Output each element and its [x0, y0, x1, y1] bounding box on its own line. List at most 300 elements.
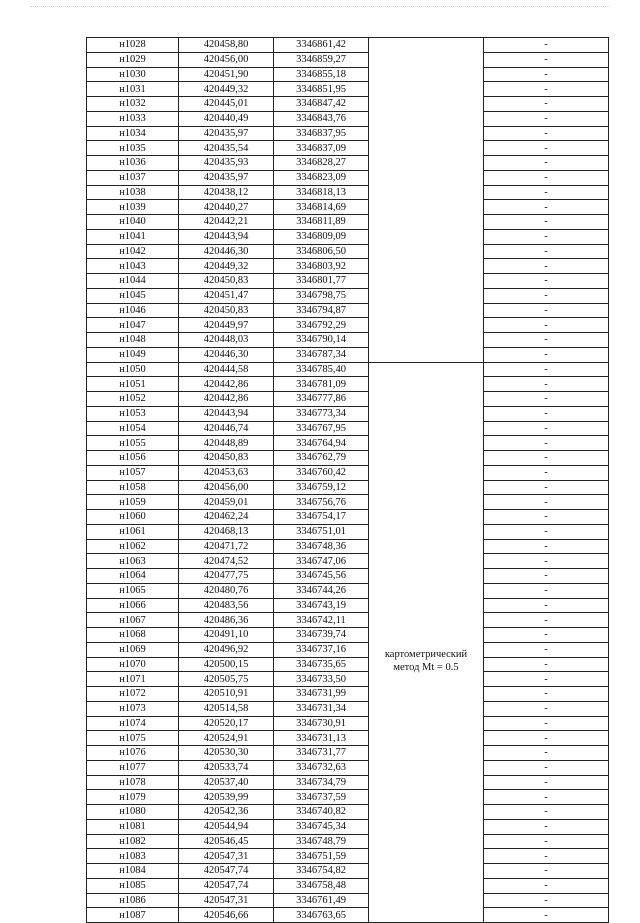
y-coordinate-cell: 3346762,79: [274, 451, 369, 466]
point-id-cell: н1036: [87, 156, 179, 171]
x-coordinate-cell: 420445,01: [179, 97, 274, 112]
x-coordinate-cell: 420435,93: [179, 156, 274, 171]
y-coordinate-cell: 3346809,09: [274, 229, 369, 244]
description-cell: -: [484, 524, 609, 539]
description-cell: -: [484, 52, 609, 67]
x-coordinate-cell: 420442,86: [179, 377, 274, 392]
table-row: [87, 333, 609, 348]
point-id-cell: н1028: [87, 38, 179, 53]
table-row: [87, 524, 609, 539]
point-id-cell: н1038: [87, 185, 179, 200]
point-id-cell: н1040: [87, 215, 179, 230]
point-id-cell: н1032: [87, 97, 179, 112]
point-id-cell: н1030: [87, 67, 179, 82]
x-coordinate-cell: 420442,21: [179, 215, 274, 230]
x-coordinate-cell: 420547,74: [179, 878, 274, 893]
point-id-cell: н1067: [87, 613, 179, 628]
description-cell: -: [484, 38, 609, 53]
y-coordinate-cell: 3346760,42: [274, 465, 369, 480]
description-cell: -: [484, 156, 609, 171]
description-cell: -: [484, 701, 609, 716]
table-row: [87, 38, 609, 53]
y-coordinate-cell: 3346761,49: [274, 893, 369, 908]
description-cell: -: [484, 805, 609, 820]
y-coordinate-cell: 3346731,77: [274, 746, 369, 761]
y-coordinate-cell: 3346828,27: [274, 156, 369, 171]
y-coordinate-cell: 3346731,13: [274, 731, 369, 746]
description-cell: -: [484, 908, 609, 923]
description-cell: -: [484, 613, 609, 628]
x-coordinate-cell: 420453,63: [179, 465, 274, 480]
x-coordinate-cell: 420443,94: [179, 229, 274, 244]
table-row: [87, 67, 609, 82]
description-cell: -: [484, 465, 609, 480]
y-coordinate-cell: 3346781,09: [274, 377, 369, 392]
point-id-cell: н1086: [87, 893, 179, 908]
point-id-cell: н1066: [87, 598, 179, 613]
table-row: [87, 82, 609, 97]
description-cell: -: [484, 436, 609, 451]
table-row: [87, 731, 609, 746]
y-coordinate-cell: 3346794,87: [274, 303, 369, 318]
description-cell: -: [484, 259, 609, 274]
point-id-cell: н1057: [87, 465, 179, 480]
table-row: [87, 642, 609, 657]
x-coordinate-cell: 420449,32: [179, 82, 274, 97]
x-coordinate-cell: 420491,10: [179, 628, 274, 643]
point-id-cell: н1035: [87, 141, 179, 156]
x-coordinate-cell: 420474,52: [179, 554, 274, 569]
description-cell: -: [484, 215, 609, 230]
table-row: [87, 554, 609, 569]
table-row: [87, 510, 609, 525]
table-row: [87, 583, 609, 598]
y-coordinate-cell: 3346754,82: [274, 864, 369, 879]
table-row: [87, 274, 609, 289]
coordinates-table-body: [87, 38, 609, 923]
y-coordinate-cell: 3346763,65: [274, 908, 369, 923]
point-id-cell: н1049: [87, 347, 179, 362]
table-row: [87, 760, 609, 775]
description-cell: -: [484, 893, 609, 908]
point-id-cell: н1069: [87, 642, 179, 657]
description-cell: -: [484, 598, 609, 613]
point-id-cell: н1052: [87, 392, 179, 407]
y-coordinate-cell: 3346742,11: [274, 613, 369, 628]
x-coordinate-cell: 420546,45: [179, 834, 274, 849]
x-coordinate-cell: 420449,32: [179, 259, 274, 274]
description-cell: -: [484, 878, 609, 893]
x-coordinate-cell: 420546,66: [179, 908, 274, 923]
table-row: [87, 495, 609, 510]
x-coordinate-cell: 420462,24: [179, 510, 274, 525]
point-id-cell: н1039: [87, 200, 179, 215]
description-cell: -: [484, 554, 609, 569]
description-cell: -: [484, 864, 609, 879]
description-cell: -: [484, 333, 609, 348]
point-id-cell: н1033: [87, 111, 179, 126]
y-coordinate-cell: 3346734,79: [274, 775, 369, 790]
description-cell: -: [484, 642, 609, 657]
description-cell: -: [484, 849, 609, 864]
description-cell: -: [484, 200, 609, 215]
y-coordinate-cell: 3346737,59: [274, 790, 369, 805]
x-coordinate-cell: 420547,31: [179, 893, 274, 908]
description-cell: -: [484, 746, 609, 761]
point-id-cell: н1085: [87, 878, 179, 893]
description-cell: -: [484, 480, 609, 495]
description-cell: -: [484, 406, 609, 421]
point-id-cell: н1077: [87, 760, 179, 775]
table-row: [87, 377, 609, 392]
x-coordinate-cell: 420524,91: [179, 731, 274, 746]
scan-artifact: [30, 6, 610, 15]
point-id-cell: н1056: [87, 451, 179, 466]
point-id-cell: н1083: [87, 849, 179, 864]
table-row: [87, 215, 609, 230]
point-id-cell: н1059: [87, 495, 179, 510]
description-cell: -: [484, 687, 609, 702]
table-row: [87, 318, 609, 333]
point-id-cell: н1037: [87, 170, 179, 185]
table-row: [87, 480, 609, 495]
x-coordinate-cell: 420451,47: [179, 288, 274, 303]
table-row: [87, 672, 609, 687]
y-coordinate-cell: 3346732,63: [274, 760, 369, 775]
table-row: [87, 362, 609, 377]
y-coordinate-cell: 3346806,50: [274, 244, 369, 259]
y-coordinate-cell: 3346851,95: [274, 82, 369, 97]
coordinates-table: [86, 37, 609, 923]
description-cell: -: [484, 82, 609, 97]
method-cell-empty: [369, 38, 484, 363]
x-coordinate-cell: 420480,76: [179, 583, 274, 598]
y-coordinate-cell: 3346737,16: [274, 642, 369, 657]
point-id-cell: н1087: [87, 908, 179, 923]
description-cell: -: [484, 274, 609, 289]
point-id-cell: н1046: [87, 303, 179, 318]
table-row: [87, 141, 609, 156]
point-id-cell: н1071: [87, 672, 179, 687]
x-coordinate-cell: 420449,97: [179, 318, 274, 333]
description-cell: -: [484, 288, 609, 303]
y-coordinate-cell: 3346748,36: [274, 539, 369, 554]
description-cell: -: [484, 775, 609, 790]
y-coordinate-cell: 3346733,50: [274, 672, 369, 687]
y-coordinate-cell: 3346745,56: [274, 569, 369, 584]
point-id-cell: н1048: [87, 333, 179, 348]
y-coordinate-cell: 3346843,76: [274, 111, 369, 126]
x-coordinate-cell: 420446,74: [179, 421, 274, 436]
point-id-cell: н1072: [87, 687, 179, 702]
point-id-cell: н1031: [87, 82, 179, 97]
table-row: [87, 156, 609, 171]
point-id-cell: н1080: [87, 805, 179, 820]
table-row: [87, 878, 609, 893]
x-coordinate-cell: 420435,97: [179, 126, 274, 141]
y-coordinate-cell: 3346735,65: [274, 657, 369, 672]
description-cell: -: [484, 170, 609, 185]
description-cell: -: [484, 790, 609, 805]
x-coordinate-cell: 420547,31: [179, 849, 274, 864]
x-coordinate-cell: 420505,75: [179, 672, 274, 687]
description-cell: -: [484, 510, 609, 525]
table-row: [87, 126, 609, 141]
table-row: [87, 451, 609, 466]
description-cell: -: [484, 392, 609, 407]
x-coordinate-cell: 420450,83: [179, 451, 274, 466]
x-coordinate-cell: 420533,74: [179, 760, 274, 775]
table-row: [87, 701, 609, 716]
y-coordinate-cell: 3346792,29: [274, 318, 369, 333]
x-coordinate-cell: 420450,83: [179, 274, 274, 289]
description-cell: -: [484, 539, 609, 554]
description-cell: -: [484, 421, 609, 436]
y-coordinate-cell: 3346764,94: [274, 436, 369, 451]
description-cell: -: [484, 495, 609, 510]
y-coordinate-cell: 3346773,34: [274, 406, 369, 421]
y-coordinate-cell: 3346801,77: [274, 274, 369, 289]
y-coordinate-cell: 3346745,34: [274, 819, 369, 834]
point-id-cell: н1054: [87, 421, 179, 436]
y-coordinate-cell: 3346803,92: [274, 259, 369, 274]
x-coordinate-cell: 420448,89: [179, 436, 274, 451]
description-cell: -: [484, 362, 609, 377]
table-row: [87, 598, 609, 613]
table-row: [87, 244, 609, 259]
point-id-cell: н1058: [87, 480, 179, 495]
y-coordinate-cell: 3346751,01: [274, 524, 369, 539]
description-cell: -: [484, 657, 609, 672]
table-row: [87, 288, 609, 303]
description-cell: -: [484, 303, 609, 318]
point-id-cell: н1075: [87, 731, 179, 746]
y-coordinate-cell: 3346759,12: [274, 480, 369, 495]
point-id-cell: н1047: [87, 318, 179, 333]
y-coordinate-cell: 3346837,95: [274, 126, 369, 141]
x-coordinate-cell: 420483,56: [179, 598, 274, 613]
point-id-cell: н1041: [87, 229, 179, 244]
y-coordinate-cell: 3346861,42: [274, 38, 369, 53]
y-coordinate-cell: 3346859,27: [274, 52, 369, 67]
table-row: [87, 775, 609, 790]
description-cell: -: [484, 126, 609, 141]
description-cell: -: [484, 569, 609, 584]
point-id-cell: н1063: [87, 554, 179, 569]
point-id-cell: н1060: [87, 510, 179, 525]
description-cell: -: [484, 377, 609, 392]
x-coordinate-cell: 420471,72: [179, 539, 274, 554]
x-coordinate-cell: 420496,92: [179, 642, 274, 657]
x-coordinate-cell: 420450,83: [179, 303, 274, 318]
point-id-cell: н1076: [87, 746, 179, 761]
table-row: [87, 465, 609, 480]
method-accuracy: метод Mt = 0.5: [393, 662, 459, 674]
x-coordinate-cell: 420456,00: [179, 52, 274, 67]
table-row: [87, 819, 609, 834]
y-coordinate-cell: 3346777,86: [274, 392, 369, 407]
description-cell: -: [484, 819, 609, 834]
table-row: [87, 200, 609, 215]
y-coordinate-cell: 3346730,91: [274, 716, 369, 731]
point-id-cell: н1061: [87, 524, 179, 539]
y-coordinate-cell: 3346740,82: [274, 805, 369, 820]
x-coordinate-cell: 420446,30: [179, 347, 274, 362]
x-coordinate-cell: 420510,91: [179, 687, 274, 702]
description-cell: -: [484, 347, 609, 362]
point-id-cell: н1064: [87, 569, 179, 584]
table-row: [87, 392, 609, 407]
description-cell: -: [484, 672, 609, 687]
y-coordinate-cell: 3346767,95: [274, 421, 369, 436]
x-coordinate-cell: 420440,27: [179, 200, 274, 215]
y-coordinate-cell: 3346748,79: [274, 834, 369, 849]
table-row: [87, 834, 609, 849]
y-coordinate-cell: 3346754,17: [274, 510, 369, 525]
point-id-cell: н1034: [87, 126, 179, 141]
table-row: [87, 569, 609, 584]
point-id-cell: н1081: [87, 819, 179, 834]
table-row: [87, 406, 609, 421]
table-row: [87, 908, 609, 923]
table-row: [87, 97, 609, 112]
point-id-cell: н1045: [87, 288, 179, 303]
description-cell: -: [484, 111, 609, 126]
x-coordinate-cell: 420448,03: [179, 333, 274, 348]
y-coordinate-cell: 3346785,40: [274, 362, 369, 377]
table-row: [87, 259, 609, 274]
table-row: [87, 893, 609, 908]
description-cell: -: [484, 229, 609, 244]
y-coordinate-cell: 3346818,13: [274, 185, 369, 200]
point-id-cell: н1050: [87, 362, 179, 377]
x-coordinate-cell: 420459,01: [179, 495, 274, 510]
point-id-cell: н1073: [87, 701, 179, 716]
y-coordinate-cell: 3346798,75: [274, 288, 369, 303]
x-coordinate-cell: 420514,58: [179, 701, 274, 716]
point-id-cell: н1062: [87, 539, 179, 554]
x-coordinate-cell: 420547,74: [179, 864, 274, 879]
y-coordinate-cell: 3346756,76: [274, 495, 369, 510]
x-coordinate-cell: 420435,54: [179, 141, 274, 156]
point-id-cell: н1084: [87, 864, 179, 879]
description-cell: -: [484, 67, 609, 82]
point-id-cell: н1082: [87, 834, 179, 849]
y-coordinate-cell: 3346743,19: [274, 598, 369, 613]
description-cell: -: [484, 318, 609, 333]
table-row: [87, 52, 609, 67]
table-row: [87, 790, 609, 805]
y-coordinate-cell: 3346751,59: [274, 849, 369, 864]
table-row: [87, 185, 609, 200]
y-coordinate-cell: 3346747,06: [274, 554, 369, 569]
table-row: [87, 805, 609, 820]
point-id-cell: н1074: [87, 716, 179, 731]
description-cell: -: [484, 141, 609, 156]
description-cell: -: [484, 583, 609, 598]
y-coordinate-cell: 3346758,48: [274, 878, 369, 893]
x-coordinate-cell: 420486,36: [179, 613, 274, 628]
x-coordinate-cell: 420530,30: [179, 746, 274, 761]
y-coordinate-cell: 3346855,18: [274, 67, 369, 82]
table-row: [87, 111, 609, 126]
y-coordinate-cell: 3346837,09: [274, 141, 369, 156]
point-id-cell: н1043: [87, 259, 179, 274]
x-coordinate-cell: 420500,15: [179, 657, 274, 672]
y-coordinate-cell: 3346847,42: [274, 97, 369, 112]
point-id-cell: н1079: [87, 790, 179, 805]
x-coordinate-cell: 420443,94: [179, 406, 274, 421]
x-coordinate-cell: 420446,30: [179, 244, 274, 259]
table-row: [87, 229, 609, 244]
description-cell: -: [484, 451, 609, 466]
point-id-cell: н1055: [87, 436, 179, 451]
x-coordinate-cell: 420440,49: [179, 111, 274, 126]
x-coordinate-cell: 420468,13: [179, 524, 274, 539]
point-id-cell: н1029: [87, 52, 179, 67]
x-coordinate-cell: 420520,17: [179, 716, 274, 731]
x-coordinate-cell: 420435,97: [179, 170, 274, 185]
description-cell: -: [484, 97, 609, 112]
y-coordinate-cell: 3346787,34: [274, 347, 369, 362]
x-coordinate-cell: 420537,40: [179, 775, 274, 790]
x-coordinate-cell: 420477,75: [179, 569, 274, 584]
table-row: [87, 716, 609, 731]
description-cell: -: [484, 731, 609, 746]
y-coordinate-cell: 3346811,89: [274, 215, 369, 230]
table-row: [87, 436, 609, 451]
table-row: [87, 746, 609, 761]
y-coordinate-cell: 3346744,26: [274, 583, 369, 598]
y-coordinate-cell: 3346731,34: [274, 701, 369, 716]
description-cell: -: [484, 244, 609, 259]
description-cell: -: [484, 834, 609, 849]
point-id-cell: н1065: [87, 583, 179, 598]
x-coordinate-cell: 420438,12: [179, 185, 274, 200]
table-row: [87, 613, 609, 628]
y-coordinate-cell: 3346790,14: [274, 333, 369, 348]
description-cell: -: [484, 628, 609, 643]
point-id-cell: н1078: [87, 775, 179, 790]
x-coordinate-cell: 420444,58: [179, 362, 274, 377]
x-coordinate-cell: 420544,94: [179, 819, 274, 834]
table-row: [87, 687, 609, 702]
table-row: [87, 421, 609, 436]
table-row: [87, 303, 609, 318]
point-id-cell: н1070: [87, 657, 179, 672]
table-row: [87, 849, 609, 864]
x-coordinate-cell: 420451,90: [179, 67, 274, 82]
y-coordinate-cell: 3346731,99: [274, 687, 369, 702]
y-coordinate-cell: 3346739,74: [274, 628, 369, 643]
table-row: [87, 864, 609, 879]
point-id-cell: н1053: [87, 406, 179, 421]
description-cell: -: [484, 760, 609, 775]
point-id-cell: н1068: [87, 628, 179, 643]
table-row: [87, 539, 609, 554]
table-row: [87, 628, 609, 643]
x-coordinate-cell: 420442,86: [179, 392, 274, 407]
x-coordinate-cell: 420542,36: [179, 805, 274, 820]
method-name: картометрический: [384, 649, 468, 661]
y-coordinate-cell: 3346814,69: [274, 200, 369, 215]
x-coordinate-cell: 420458,80: [179, 38, 274, 53]
table-row: [87, 170, 609, 185]
point-id-cell: н1051: [87, 377, 179, 392]
x-coordinate-cell: 420539,99: [179, 790, 274, 805]
table-row: [87, 347, 609, 362]
point-id-cell: н1044: [87, 274, 179, 289]
